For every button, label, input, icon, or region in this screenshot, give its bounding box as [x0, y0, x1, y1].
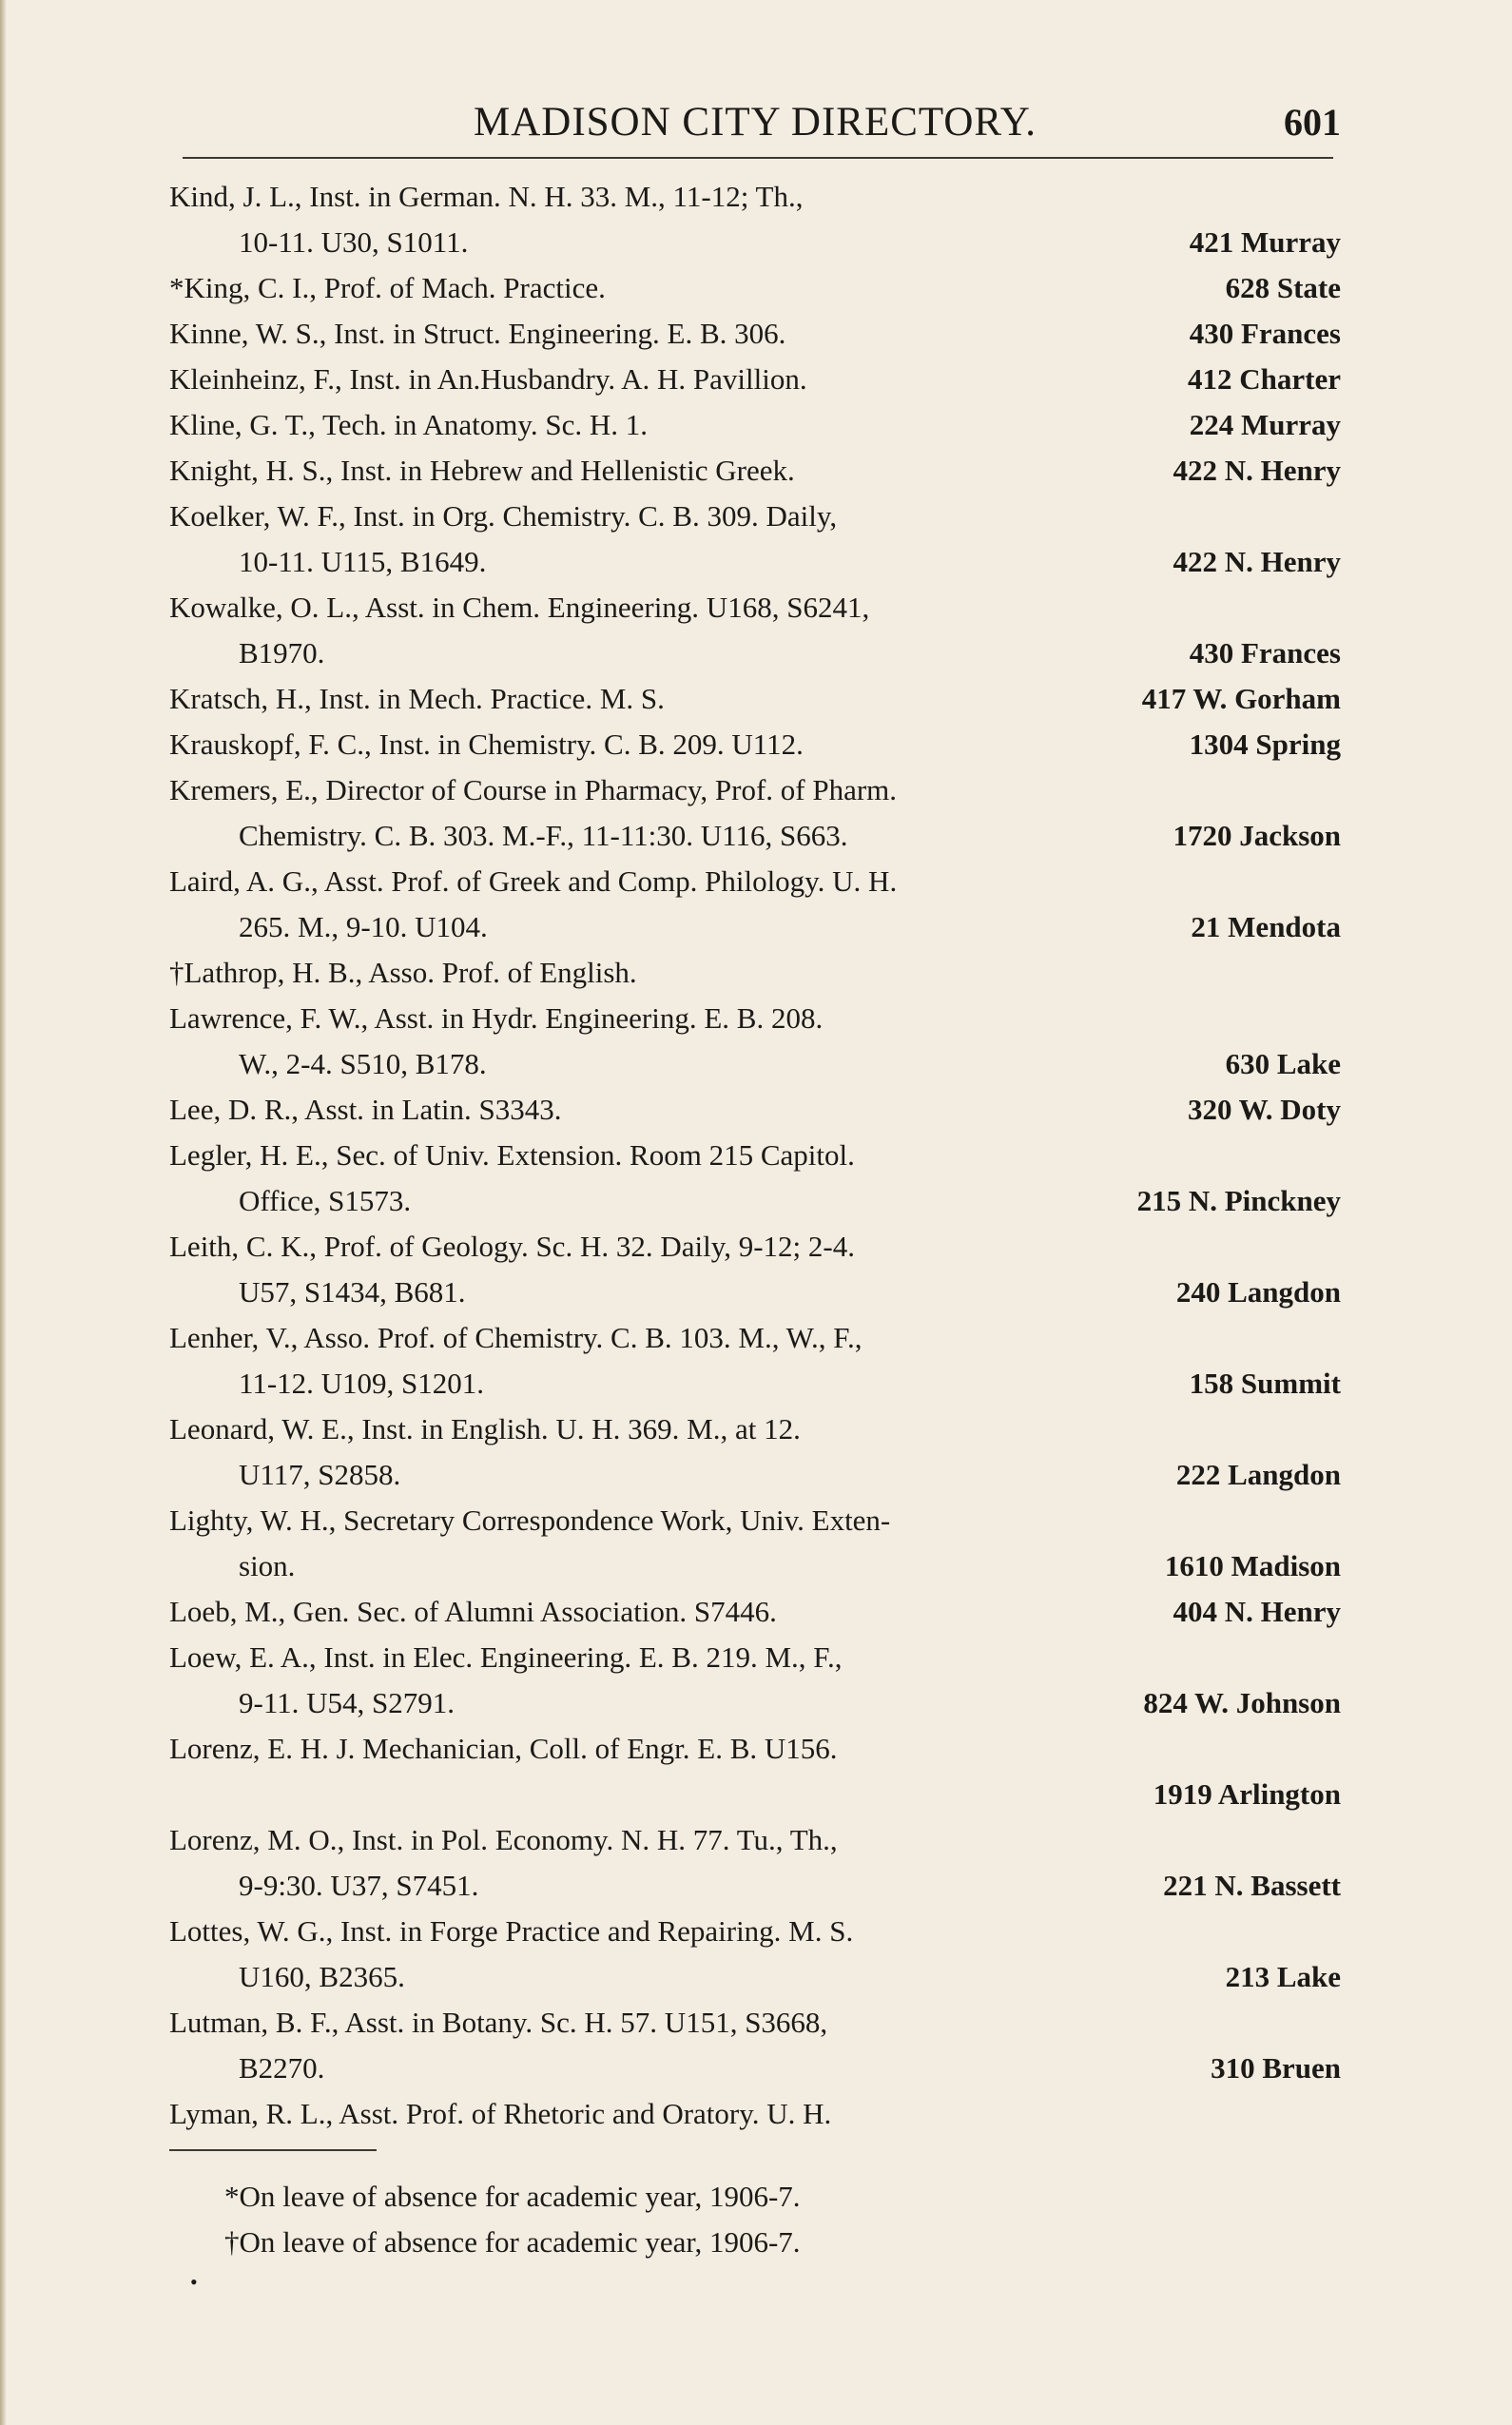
entry-text: Leith, C. K., Prof. of Geology. Sc. H. 32. Daily, 9-12; 2-4. — [169, 1230, 855, 1263]
entry-address: 213 Lake — [1225, 1960, 1341, 1993]
entry-address: 422 N. Henry — [1173, 545, 1341, 578]
entry-address: 310 Bruen — [1211, 2051, 1341, 2085]
directory-entry-line — [169, 311, 1341, 357]
entry-text: Kleinheinz, F., Inst. in An.Husbandry. A. H. Pavillion. — [169, 362, 807, 396]
directory-entry-line — [169, 676, 1341, 722]
footnote-asterisk: *On leave of absence for academic year, 1906-7. — [224, 2180, 801, 2213]
footnote-rule — [169, 2149, 377, 2151]
entry-text: *King, C. I., Prof. of Mach. Practice. — [169, 271, 606, 304]
entry-text: 10-11. U30, S1011. — [239, 225, 469, 259]
entry-continuation-line — [169, 1543, 1341, 1589]
entry-text: U57, S1434, B681. — [239, 1275, 466, 1309]
entry-address: 628 State — [1225, 271, 1341, 304]
directory-entry-line — [169, 357, 1341, 402]
page-edge-shadow — [0, 0, 6, 2425]
entry-address: 215 N. Pinckney — [1136, 1184, 1341, 1217]
directory-entry-line — [169, 2091, 1341, 2137]
directory-entry-line — [169, 1909, 1341, 1954]
entry-text: Kind, J. L., Inst. in German. N. H. 33. M., 11-12; Th., — [169, 180, 804, 213]
directory-entry-line — [169, 859, 1341, 904]
entry-text: Lighty, W. H., Secretary Correspondence Work, Univ. Exten- — [169, 1504, 891, 1537]
entry-address: 430 Frances — [1189, 636, 1341, 669]
directory-entry-line — [169, 402, 1341, 448]
entry-continuation-line — [169, 1178, 1341, 1224]
entry-continuation-line — [169, 630, 1341, 676]
directory-entry-line — [169, 996, 1341, 1041]
entry-text: Lawrence, F. W., Asst. in Hydr. Engineering. E. B. 208. — [169, 1001, 824, 1035]
entry-continuation-line — [169, 1452, 1341, 1498]
entry-address: 417 W. Gorham — [1141, 682, 1341, 715]
entry-text: W., 2-4. S510, B178. — [239, 1047, 487, 1080]
directory-entry-line — [169, 767, 1341, 813]
directory-entry-line — [169, 494, 1341, 539]
entry-text: Krauskopf, F. C., Inst. in Chemistry. C. B. 209. U112. — [169, 728, 804, 761]
entry-text: U117, S2858. — [239, 1458, 401, 1491]
directory-entry-line — [169, 265, 1341, 311]
entry-address: 21 Mendota — [1191, 910, 1341, 943]
entry-continuation-line — [169, 539, 1341, 585]
entry-text: U160, B2365. — [239, 1960, 405, 1993]
directory-entry-line — [169, 1315, 1341, 1361]
directory-entry-line — [169, 1087, 1341, 1133]
directory-entry-line — [169, 1498, 1341, 1543]
entry-continuation-line — [169, 1863, 1341, 1909]
page-title: MADISON CITY DIRECTORY. — [473, 100, 1037, 145]
entry-continuation-line — [169, 1772, 1341, 1817]
entry-continuation-line — [169, 1954, 1341, 2000]
footnote-dagger: †On leave of absence for academic year, 1906-7. — [224, 2225, 801, 2259]
entry-text: Kremers, E., Director of Course in Pharmacy, Prof. of Pharm. — [169, 773, 898, 806]
entry-continuation-line — [169, 1041, 1341, 1087]
entry-text: B2270. — [239, 2051, 325, 2085]
page-number: 601 — [1284, 101, 1341, 144]
entry-text: Lottes, W. G., Inst. in Forge Practice and Repairing. M. S. — [169, 1914, 854, 1948]
entry-continuation-line — [169, 1361, 1341, 1406]
entry-text: Kratsch, H., Inst. in Mech. Practice. M. S. — [169, 682, 665, 715]
entry-address: 430 Frances — [1189, 317, 1341, 350]
entry-address: 240 Langdon — [1175, 1275, 1341, 1309]
entry-address: 630 Lake — [1225, 1047, 1341, 1080]
entry-text: Lorenz, E. H. J. Mechanician, Coll. of Engr. E. B. U156. — [169, 1732, 838, 1765]
entry-continuation-line — [169, 2046, 1341, 2091]
running-header — [169, 95, 1341, 154]
directory-entry-line — [169, 1635, 1341, 1680]
entry-address: 1304 Spring — [1189, 728, 1341, 761]
entry-text: Loeb, M., Gen. Sec. of Alumni Association. S7446. — [169, 1595, 777, 1628]
entry-address: 221 N. Bassett — [1163, 1869, 1341, 1902]
entry-text: Kline, G. T., Tech. in Anatomy. Sc. H. 1. — [169, 408, 648, 441]
entry-continuation-line — [169, 904, 1341, 950]
directory-entry-line — [169, 1817, 1341, 1863]
entry-text: Chemistry. C. B. 303. M.-F., 11-11:30. U116, S663. — [239, 819, 848, 852]
header-rule — [183, 157, 1333, 159]
entry-text: Lutman, B. F., Asst. in Botany. Sc. H. 57. U151, S3668, — [169, 2006, 828, 2039]
entry-text: 9-9:30. U37, S7451. — [239, 1869, 479, 1902]
directory-entries — [169, 174, 1341, 2137]
entry-text: Lyman, R. L., Asst. Prof. of Rhetoric and Oratory. U. H. — [169, 2097, 832, 2130]
entry-address: 412 Charter — [1188, 362, 1341, 396]
entry-text: Legler, H. E., Sec. of Univ. Extension. Room 215 Capitol. — [169, 1138, 855, 1172]
entry-continuation-line — [169, 220, 1341, 265]
entry-address: 1610 Madison — [1164, 1549, 1341, 1582]
entry-text: 9-11. U54, S2791. — [239, 1686, 456, 1719]
directory-entry-line — [169, 2000, 1341, 2046]
directory-entry-line — [169, 1589, 1341, 1635]
entry-address: 320 W. Doty — [1187, 1093, 1341, 1126]
directory-entry-line — [169, 448, 1341, 494]
directory-entry-line — [169, 1406, 1341, 1452]
entry-text: 10-11. U115, B1649. — [239, 545, 487, 578]
entry-text: sion. — [239, 1549, 296, 1582]
entry-text: †Lathrop, H. B., Asso. Prof. of English. — [169, 956, 637, 989]
entry-continuation-line — [169, 813, 1341, 859]
directory-entry-line — [169, 1224, 1341, 1270]
entry-address: 422 N. Henry — [1173, 454, 1341, 487]
entry-text: Loew, E. A., Inst. in Elec. Engineering. E. B. 219. M., F., — [169, 1640, 843, 1674]
directory-entry-line — [169, 1726, 1341, 1772]
entry-text: Office, S1573. — [239, 1184, 412, 1217]
entry-address: 1919 Arlington — [1153, 1777, 1341, 1811]
directory-entry-line — [169, 950, 1341, 996]
entry-address: 222 Langdon — [1175, 1458, 1341, 1491]
entry-text: Kinne, W. S., Inst. in Struct. Engineering. E. B. 306. — [169, 317, 786, 350]
entry-text: Lee, D. R., Asst. in Latin. S3343. — [169, 1093, 562, 1126]
entry-text: Lenher, V., Asso. Prof. of Chemistry. C. B. 103. M., W., F., — [169, 1321, 863, 1354]
directory-entry-line — [169, 585, 1341, 630]
entry-text: Laird, A. G., Asst. Prof. of Greek and Comp. Philology. U. H. — [169, 864, 898, 898]
entry-address: 404 N. Henry — [1173, 1595, 1341, 1628]
entry-address: 158 Summit — [1189, 1367, 1341, 1400]
entry-text: Leonard, W. E., Inst. in English. U. H. 369. M., at 12. — [169, 1412, 801, 1445]
directory-entry-line — [169, 1133, 1341, 1178]
entry-address: 224 Murray — [1189, 408, 1341, 441]
entry-text: Kowalke, O. L., Asst. in Chem. Engineering. U168, S6241, — [169, 591, 870, 624]
directory-entry-line — [169, 174, 1341, 220]
entry-text: 11-12. U109, S1201. — [239, 1367, 485, 1400]
entry-text: Lorenz, M. O., Inst. in Pol. Economy. N. H. 77. Tu., Th., — [169, 1823, 838, 1856]
stray-mark: • — [190, 2270, 198, 2294]
entry-address: 421 Murray — [1189, 225, 1341, 259]
entry-continuation-line — [169, 1680, 1341, 1726]
entry-address: 1720 Jackson — [1173, 819, 1341, 852]
directory-entry-line — [169, 722, 1341, 767]
entry-continuation-line — [169, 1270, 1341, 1315]
entry-text: Knight, H. S., Inst. in Hebrew and Hellenistic Greek. — [169, 454, 795, 487]
entry-text: 265. M., 9-10. U104. — [239, 910, 488, 943]
entry-text: Koelker, W. F., Inst. in Org. Chemistry. C. B. 309. Daily, — [169, 499, 838, 533]
entry-text: B1970. — [239, 636, 325, 669]
footnotes — [224, 2174, 801, 2265]
entry-address: 824 W. Johnson — [1143, 1686, 1341, 1719]
